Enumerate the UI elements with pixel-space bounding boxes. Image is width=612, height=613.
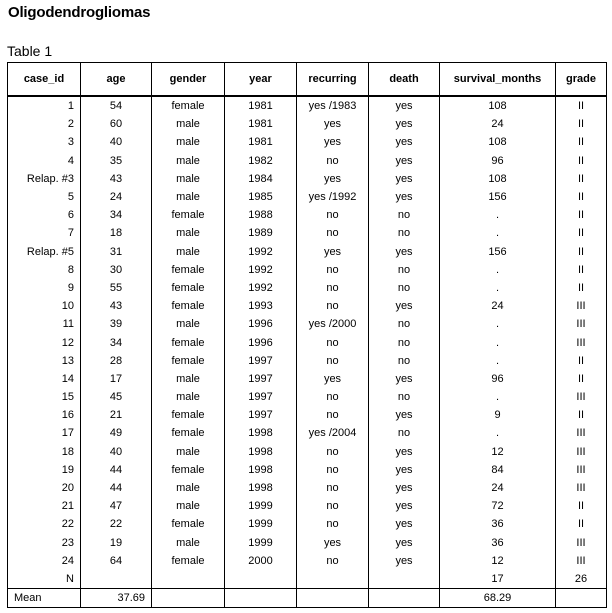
table-row [8, 96, 607, 115]
table-row [8, 406, 607, 424]
table-cell: 1996 [225, 333, 297, 351]
table-cell: yes [369, 152, 440, 170]
table-cell: yes [369, 370, 440, 388]
table-row [8, 261, 607, 279]
table-cell: 14 [8, 370, 81, 388]
table-row [8, 333, 607, 351]
table-cell: 4 [8, 152, 81, 170]
table-cell: female [152, 279, 225, 297]
table-cell: 60 [81, 115, 152, 133]
table-cell: no [297, 279, 369, 297]
table-cell: II [556, 224, 607, 242]
table-cell: male [152, 152, 225, 170]
table-cell: 96 [440, 152, 556, 170]
table-cell: 31 [81, 243, 152, 261]
table-cell [225, 570, 297, 589]
table-cell: 19 [81, 534, 152, 552]
table-cell: female [152, 261, 225, 279]
table-cell: 7 [8, 224, 81, 242]
table-cell: II [556, 243, 607, 261]
table-cell: 2 [8, 115, 81, 133]
table-cell: 1998 [225, 443, 297, 461]
table-cell: II [556, 515, 607, 533]
column-header-year: year [225, 63, 297, 97]
table-cell: yes [297, 170, 369, 188]
table-cell: no [369, 315, 440, 333]
table-cell: yes [369, 188, 440, 206]
column-header-recurring: recurring [297, 63, 369, 97]
table-cell: yes [297, 534, 369, 552]
table-cell [297, 588, 369, 607]
table-cell: 108 [440, 96, 556, 115]
table-cell: female [152, 552, 225, 570]
table-row [8, 188, 607, 206]
table-cell: yes [369, 497, 440, 515]
table-cell: male [152, 243, 225, 261]
table-row [8, 443, 607, 461]
table-cell: 28 [81, 352, 152, 370]
mean-row [8, 588, 607, 607]
table-cell: 18 [81, 224, 152, 242]
table-body [8, 96, 607, 607]
table-cell: male [152, 388, 225, 406]
table-cell: yes /2004 [297, 424, 369, 442]
table-cell: female [152, 515, 225, 533]
table-cell: 64 [81, 552, 152, 570]
table-cell: 24 [440, 479, 556, 497]
table-cell: 1 [8, 96, 81, 115]
table-row [8, 133, 607, 151]
table-cell: 30 [81, 261, 152, 279]
table-cell: 108 [440, 170, 556, 188]
table-cell [369, 588, 440, 607]
table-cell: male [152, 315, 225, 333]
table-cell: 1998 [225, 424, 297, 442]
table-cell: II [556, 96, 607, 115]
table-cell: III [556, 333, 607, 351]
table-cell: no [297, 461, 369, 479]
table-cell: yes [369, 461, 440, 479]
table-cell: 15 [8, 388, 81, 406]
table-cell: no [369, 261, 440, 279]
table-cell: yes [369, 297, 440, 315]
header-row [8, 63, 607, 97]
table-cell [369, 570, 440, 589]
table-cell: male [152, 370, 225, 388]
table-cell: 1989 [225, 224, 297, 242]
table-cell: 16 [8, 406, 81, 424]
table-cell: 5 [8, 188, 81, 206]
table-cell: 1982 [225, 152, 297, 170]
table-cell: II [556, 152, 607, 170]
table-cell: 156 [440, 188, 556, 206]
table-cell: 21 [81, 406, 152, 424]
table-row [8, 515, 607, 533]
column-header-grade: grade [556, 63, 607, 97]
table-cell: 24 [81, 188, 152, 206]
table-cell: yes [369, 96, 440, 115]
table-cell: 12 [8, 333, 81, 351]
table-cell: 24 [440, 297, 556, 315]
table-cell: 17 [8, 424, 81, 442]
table-cell: 36 [440, 534, 556, 552]
table-cell: II [556, 206, 607, 224]
table-cell: II [556, 370, 607, 388]
table-row [8, 370, 607, 388]
table-cell: no [297, 352, 369, 370]
table-cell: 68.29 [440, 588, 556, 607]
table-cell: yes [369, 115, 440, 133]
table-cell: 44 [81, 461, 152, 479]
table-cell: 1985 [225, 188, 297, 206]
table-cell: III [556, 552, 607, 570]
table-cell: male [152, 224, 225, 242]
table-cell: 9 [8, 279, 81, 297]
table-cell: 2000 [225, 552, 297, 570]
table-cell: 1999 [225, 497, 297, 515]
table-cell: no [369, 352, 440, 370]
table-row [8, 479, 607, 497]
table-cell: yes [297, 133, 369, 151]
table-cell: 45 [81, 388, 152, 406]
table-cell [225, 588, 297, 607]
table-cell: no [297, 552, 369, 570]
table-cell: . [440, 315, 556, 333]
table-cell: no [297, 152, 369, 170]
table-cell: no [369, 279, 440, 297]
table-cell: . [440, 352, 556, 370]
table-cell: . [440, 279, 556, 297]
table-cell: 1998 [225, 479, 297, 497]
table-cell: 1981 [225, 115, 297, 133]
table-cell: no [297, 497, 369, 515]
table-cell: 1997 [225, 370, 297, 388]
table-cell: no [369, 333, 440, 351]
table-cell: female [152, 461, 225, 479]
table-cell: no [369, 206, 440, 224]
table-cell: 37.69 [81, 588, 152, 607]
table-cell: 43 [81, 170, 152, 188]
table-cell: 36 [440, 515, 556, 533]
table-cell: 1997 [225, 352, 297, 370]
table-cell: no [297, 479, 369, 497]
table-cell: yes [369, 406, 440, 424]
table-row [8, 552, 607, 570]
count-row [8, 570, 607, 589]
table-cell: 22 [8, 515, 81, 533]
table-cell: no [297, 443, 369, 461]
table-cell: 1992 [225, 261, 297, 279]
table-cell: 9 [440, 406, 556, 424]
table-caption: Table 1 [7, 43, 53, 59]
table-row [8, 534, 607, 552]
table-cell: 1988 [225, 206, 297, 224]
table-cell: III [556, 534, 607, 552]
table-cell: yes [369, 515, 440, 533]
table-cell: 1993 [225, 297, 297, 315]
table-cell: 54 [81, 96, 152, 115]
table-cell: 21 [8, 497, 81, 515]
table-cell: 108 [440, 133, 556, 151]
table-cell: 39 [81, 315, 152, 333]
table-cell: III [556, 315, 607, 333]
table-row [8, 152, 607, 170]
table-cell: male [152, 115, 225, 133]
table-cell: yes [369, 243, 440, 261]
table-cell: 12 [440, 552, 556, 570]
table-row [8, 297, 607, 315]
table-cell: female [152, 424, 225, 442]
table-row [8, 206, 607, 224]
table-cell: II [556, 188, 607, 206]
column-header-survival-months: survival_months [440, 63, 556, 97]
table-cell: 1997 [225, 388, 297, 406]
table-cell: female [152, 206, 225, 224]
table-cell: no [297, 388, 369, 406]
table-cell: 43 [81, 297, 152, 315]
table-cell: 12 [440, 443, 556, 461]
table-cell: Relap. #3 [8, 170, 81, 188]
column-header-case-id: case_id [8, 63, 81, 97]
table-cell: 84 [440, 461, 556, 479]
table-cell: II [556, 279, 607, 297]
table-cell: . [440, 261, 556, 279]
table-cell: 3 [8, 133, 81, 151]
table-cell: 17 [440, 570, 556, 589]
table-cell: no [297, 261, 369, 279]
table-cell: yes [297, 115, 369, 133]
table-cell: no [369, 224, 440, 242]
data-table [7, 62, 607, 608]
table-cell: 23 [8, 534, 81, 552]
table-cell: II [556, 352, 607, 370]
table-cell: III [556, 479, 607, 497]
table-cell: . [440, 224, 556, 242]
table-cell: 40 [81, 133, 152, 151]
table-cell: no [297, 206, 369, 224]
table-cell: 10 [8, 297, 81, 315]
table-row [8, 461, 607, 479]
table-cell: II [556, 406, 607, 424]
table-cell: 11 [8, 315, 81, 333]
table-cell: male [152, 479, 225, 497]
table-cell: . [440, 206, 556, 224]
table-cell: III [556, 443, 607, 461]
table-cell: 49 [81, 424, 152, 442]
table-row [8, 388, 607, 406]
table-cell: 47 [81, 497, 152, 515]
table-cell: III [556, 388, 607, 406]
table-cell: 1999 [225, 515, 297, 533]
table-cell: female [152, 297, 225, 315]
table-cell: 1997 [225, 406, 297, 424]
table-cell: 1984 [225, 170, 297, 188]
table-row [8, 315, 607, 333]
table-cell: 34 [81, 206, 152, 224]
table-cell: 17 [81, 370, 152, 388]
table-cell: no [297, 515, 369, 533]
table-cell: 96 [440, 370, 556, 388]
table-cell: 26 [556, 570, 607, 589]
table-header [8, 63, 607, 97]
table-cell: II [556, 133, 607, 151]
table-cell: 1999 [225, 534, 297, 552]
table-cell: 35 [81, 152, 152, 170]
table-cell [556, 588, 607, 607]
table-cell [297, 570, 369, 589]
table-cell: III [556, 297, 607, 315]
table-cell: no [297, 224, 369, 242]
table-cell: female [152, 352, 225, 370]
table-row [8, 224, 607, 242]
table-cell: yes [369, 552, 440, 570]
table-cell: . [440, 424, 556, 442]
table-cell: 34 [81, 333, 152, 351]
table-cell: 55 [81, 279, 152, 297]
table-row [8, 170, 607, 188]
table-row [8, 279, 607, 297]
page-title: Oligodendrogliomas [8, 4, 151, 21]
table-cell: 1998 [225, 461, 297, 479]
table-cell: female [152, 333, 225, 351]
table-cell: 1996 [225, 315, 297, 333]
table-row [8, 352, 607, 370]
table-cell: N [8, 570, 81, 589]
table-cell: male [152, 188, 225, 206]
table-cell: 8 [8, 261, 81, 279]
table-cell: male [152, 133, 225, 151]
table-cell: 19 [8, 461, 81, 479]
table-row [8, 424, 607, 442]
column-header-age: age [81, 63, 152, 97]
table-cell: 22 [81, 515, 152, 533]
table-cell: no [297, 333, 369, 351]
table-cell: 44 [81, 479, 152, 497]
table-cell: yes [297, 370, 369, 388]
table-cell: female [152, 96, 225, 115]
table-cell [152, 588, 225, 607]
table-cell: II [556, 497, 607, 515]
table-cell: yes [297, 243, 369, 261]
table-cell: male [152, 534, 225, 552]
table-row [8, 115, 607, 133]
table-cell: yes /1992 [297, 188, 369, 206]
table-cell: 1981 [225, 96, 297, 115]
table-cell: III [556, 461, 607, 479]
table-cell: II [556, 115, 607, 133]
table-cell: 72 [440, 497, 556, 515]
table-cell: 1992 [225, 279, 297, 297]
table-cell: 40 [81, 443, 152, 461]
column-header-death: death [369, 63, 440, 97]
table-cell: no [297, 406, 369, 424]
table-cell: female [152, 406, 225, 424]
table-cell: Mean [8, 588, 81, 607]
table-cell: male [152, 170, 225, 188]
table-cell: yes /2000 [297, 315, 369, 333]
table-cell: 1992 [225, 243, 297, 261]
table-cell: 6 [8, 206, 81, 224]
table-cell: II [556, 170, 607, 188]
table-cell: yes [369, 443, 440, 461]
table-row [8, 497, 607, 515]
table-cell: 20 [8, 479, 81, 497]
table-cell [152, 570, 225, 589]
column-header-gender: gender [152, 63, 225, 97]
table-cell: no [369, 388, 440, 406]
table-cell: yes [369, 133, 440, 151]
table-cell: . [440, 388, 556, 406]
table-cell: no [369, 424, 440, 442]
table-cell: 13 [8, 352, 81, 370]
table-cell: yes [369, 479, 440, 497]
table-cell: Relap. #5 [8, 243, 81, 261]
table-cell: yes [369, 534, 440, 552]
table-cell: male [152, 443, 225, 461]
table-cell: 156 [440, 243, 556, 261]
table-cell: 24 [440, 115, 556, 133]
table-row [8, 243, 607, 261]
table-cell: . [440, 333, 556, 351]
table-cell: 18 [8, 443, 81, 461]
table-cell: yes [369, 170, 440, 188]
table-cell: 1981 [225, 133, 297, 151]
table-cell: no [297, 297, 369, 315]
table-cell: 24 [8, 552, 81, 570]
table-cell: male [152, 497, 225, 515]
table-cell [81, 570, 152, 589]
table-cell: II [556, 261, 607, 279]
table-cell: III [556, 424, 607, 442]
table-cell: yes /1983 [297, 96, 369, 115]
